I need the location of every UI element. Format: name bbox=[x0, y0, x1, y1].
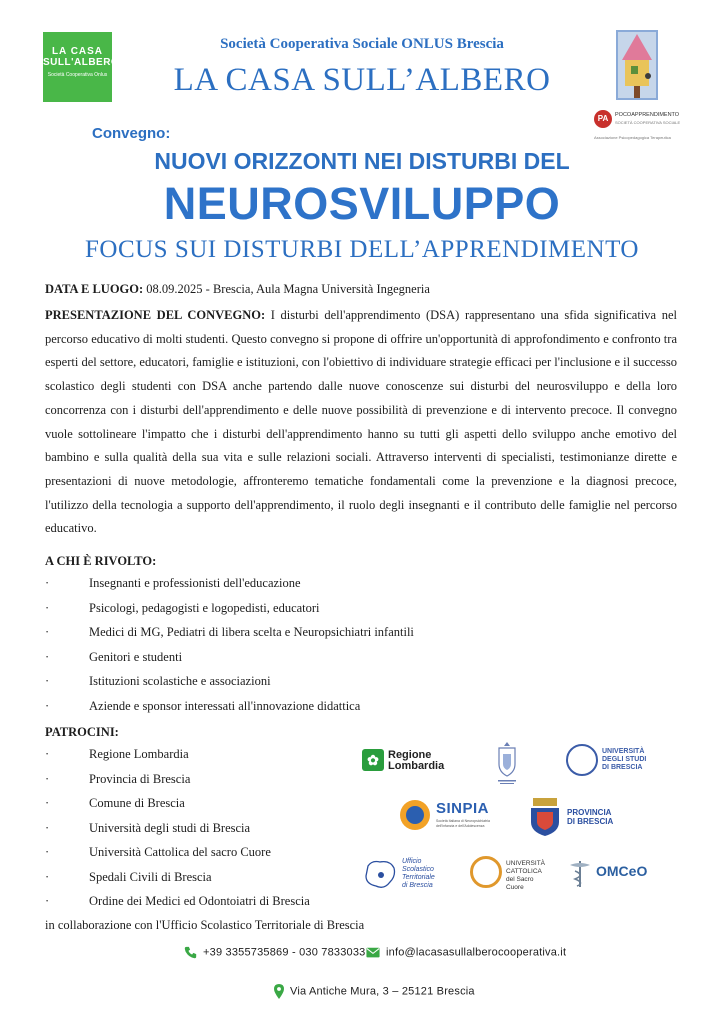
list-item bbox=[45, 596, 445, 621]
ust-line-3: Territoriale bbox=[402, 874, 435, 881]
provincia-brescia-logo bbox=[527, 796, 627, 838]
sinpia-subtitle: Società Italiana di Neuropsichiatria dell'Infanzia e dell'Adolescenza bbox=[436, 819, 490, 828]
mail-icon bbox=[366, 947, 380, 958]
ust-line-4: di Brescia bbox=[402, 882, 433, 889]
list-item bbox=[45, 767, 375, 792]
list-item bbox=[45, 889, 375, 914]
universita-brescia-logo bbox=[566, 744, 676, 780]
list-item bbox=[45, 742, 375, 767]
lombardia-rose-icon: ✿ bbox=[362, 749, 384, 771]
ucsc-logo-text bbox=[506, 860, 550, 892]
ust-line-1: Ufficio bbox=[402, 858, 422, 865]
pa-logo-mark: PA bbox=[594, 110, 612, 128]
list-item bbox=[45, 865, 375, 890]
collaboration-line: in collaborazione con l'Ufficio Scolastico Territoriale di Brescia bbox=[45, 918, 365, 932]
presentation-label: PRESENTAZIONE DEL CONVEGNO: bbox=[45, 308, 266, 322]
location-pin-icon bbox=[274, 984, 284, 999]
ufficio-scolastico-logo bbox=[362, 852, 454, 896]
date-place-line bbox=[45, 282, 430, 297]
patronage-item: Ordine dei Medici ed Odontoiatri di Brescia bbox=[89, 894, 310, 908]
bullet: · bbox=[45, 771, 50, 786]
sinpia-logo bbox=[400, 798, 504, 836]
unibs-seal-icon bbox=[566, 744, 598, 776]
list-item bbox=[45, 694, 445, 719]
footer-email-text: info@lacasasullalberocooperativa.it bbox=[386, 946, 567, 959]
list-item bbox=[45, 620, 445, 645]
list-item bbox=[45, 571, 445, 596]
pa-logo-name: POCOAPPRENDIMENTO bbox=[615, 112, 680, 118]
sinpia-name: SINPIA bbox=[436, 800, 490, 817]
footer-address-text: Via Antiche Mura, 3 – 25121 Brescia bbox=[290, 985, 475, 998]
bullet: · bbox=[45, 576, 50, 590]
provincia-line-2: DI BRESCIA bbox=[567, 817, 614, 826]
logo-line-2: SULL'ALBERO bbox=[43, 57, 120, 68]
date-place-label: DATA E LUOGO: bbox=[45, 282, 144, 296]
audience-item: Istituzioni scolastiche e associazioni bbox=[89, 674, 271, 688]
sinpia-figure-icon bbox=[406, 806, 424, 824]
ucsc-seal-icon bbox=[470, 856, 502, 888]
bullet: · bbox=[45, 869, 50, 884]
universita-cattolica-logo bbox=[470, 854, 550, 894]
audience-item: Genitori e studenti bbox=[89, 649, 183, 664]
audience-item: Medici di MG, Pediatri di libera scelta e Neuropsichiatri infantili bbox=[89, 625, 414, 639]
pa-logo-tagline: Associazione Psicopedagogica Terapeutica bbox=[594, 135, 671, 140]
footer-phone-text: +39 3355735869 - 030 7833033 bbox=[203, 946, 366, 959]
patronage-item: Università degli studi di Brescia bbox=[89, 820, 251, 835]
list-item bbox=[45, 669, 445, 694]
audience-list bbox=[45, 571, 445, 718]
cooperative-line: Società Cooperativa Sociale ONLUS Brescia bbox=[220, 36, 504, 52]
bullet: · bbox=[45, 796, 50, 810]
audience-heading: A CHI È RIVOLTO: bbox=[45, 554, 157, 568]
patronage-item: Spedali Civili di Brescia bbox=[89, 869, 212, 884]
bullet: · bbox=[45, 845, 50, 859]
patronage-item: Regione Lombardia bbox=[89, 747, 189, 761]
ust-line-2: Scolastico bbox=[402, 866, 434, 873]
ucsc-line-3: del Sacro Cuore bbox=[506, 876, 534, 891]
ust-logo-text bbox=[402, 858, 435, 890]
audience-item: Insegnanti e professionisti dell'educazione bbox=[89, 576, 301, 590]
event-title-line-2: NEUROSVILUPPO bbox=[163, 178, 561, 229]
event-title-line-3: FOCUS SUI DISTURBI DELL’APPRENDIMENTO bbox=[85, 236, 639, 263]
omceo-logo bbox=[566, 857, 652, 893]
regione-lombardia-logo bbox=[362, 746, 452, 776]
presentation-text: I disturbi dell'apprendimento (DSA) rappresentano una sfida significativa nel percorso educativo di molti studenti. Questo convegno si propone di offrire un'opportunità di approfondimento e confronto tra esperti del settore, educatori, famiglie e istituzioni, con l'obiettivo di individuare strategie efficaci per l'inclusione e il successo scolastico degli studenti con DSA anche partendo dalle nuove conoscenze sui disturbi del neurosviluppo e della loro concorrenza con i disturbi dell'apprendimento e delle nuove possibilità di prevenzione e di intervento precoce. Il convegno vuole sottolineare l'impatto che i disturbi dell'apprendimento hanno su tutti gli aspetti dello sviluppo anche emotivo del bambino e sulla qualità della sua vita e sulle relazioni sociali. Attraverso interventi di specialisti, testimonianze dirette e presentazioni di nuove metodologie, affronteremo tematiche fondamentali come la prevenzione e la diagnosi precoce, l'utilizzo della tecnologia a supporto dell'apprendimento, il ruolo degli insegnanti e il contributo delle famiglie nel percorso educativo. bbox=[45, 308, 677, 536]
patronage-item: Comune di Brescia bbox=[89, 796, 185, 810]
regione-logo-line-2: Lombardia bbox=[388, 760, 445, 772]
ucsc-line-2: CATTOLICA bbox=[506, 868, 542, 875]
unibs-line-3: DI BRESCIA bbox=[602, 764, 643, 771]
bullet: · bbox=[45, 894, 50, 908]
event-kind-label: Convegno: bbox=[92, 125, 171, 142]
footer-address bbox=[274, 984, 475, 999]
event-title-line-1: NUOVI ORIZZONTI NEI DISTURBI DEL bbox=[154, 148, 570, 174]
caduceus-icon bbox=[566, 859, 594, 889]
patronage-item: Università Cattolica del sacro Cuore bbox=[89, 845, 271, 859]
bullet: · bbox=[45, 747, 50, 761]
patronage-heading: PATROCINI: bbox=[45, 725, 119, 739]
provincia-line-1: PROVINCIA bbox=[567, 808, 612, 817]
logo-line-1: LA CASA bbox=[51, 46, 104, 57]
list-item bbox=[45, 816, 375, 841]
ucsc-line-1: UNIVERSITÀ bbox=[506, 860, 546, 867]
patronage-item: Provincia di Brescia bbox=[89, 771, 191, 786]
comune-brescia-crest-icon bbox=[494, 740, 520, 786]
provincia-logo-text bbox=[567, 808, 613, 826]
bullet: · bbox=[45, 625, 50, 639]
child-drawing-image bbox=[616, 30, 658, 100]
list-item bbox=[45, 840, 375, 865]
presentation-paragraph bbox=[45, 304, 677, 541]
footer-email[interactable] bbox=[366, 946, 566, 958]
unibs-line-1: UNIVERSITÀ bbox=[602, 748, 645, 755]
logo-line-3: Società Cooperativa Onlus bbox=[47, 72, 108, 78]
date-place-value: 08.09.2025 - Brescia, Aula Magna Università Ingegneria bbox=[143, 282, 430, 296]
bullet: · bbox=[45, 649, 50, 664]
provincia-crest-icon bbox=[527, 796, 563, 838]
bullet: · bbox=[45, 698, 50, 713]
lombardia-map-icon bbox=[362, 856, 398, 892]
bullet: · bbox=[45, 674, 50, 688]
pocoapprendimento-logo bbox=[594, 110, 686, 150]
regione-logo-line-1: Regione bbox=[388, 749, 432, 761]
audience-item: Psicologi, pedagogisti e logopedisti, educatori bbox=[89, 600, 320, 615]
organization-title: LA CASA SULL’ALBERO bbox=[173, 62, 551, 98]
unibs-line-2: DEGLI STUDI bbox=[602, 756, 647, 763]
bullet: · bbox=[45, 820, 50, 835]
footer-phone[interactable] bbox=[184, 946, 366, 959]
phone-icon bbox=[184, 946, 197, 959]
audience-item: Aziende e sponsor interessati all'innovazione didattica bbox=[89, 698, 361, 713]
patronage-list bbox=[45, 742, 375, 914]
omceo-name: OMCeO bbox=[596, 863, 648, 879]
bullet: · bbox=[45, 600, 50, 615]
list-item bbox=[45, 791, 375, 816]
list-item bbox=[45, 645, 445, 670]
pa-logo-subtitle: SOCIETÀ COOPERATIVA SOCIALE bbox=[615, 120, 681, 125]
